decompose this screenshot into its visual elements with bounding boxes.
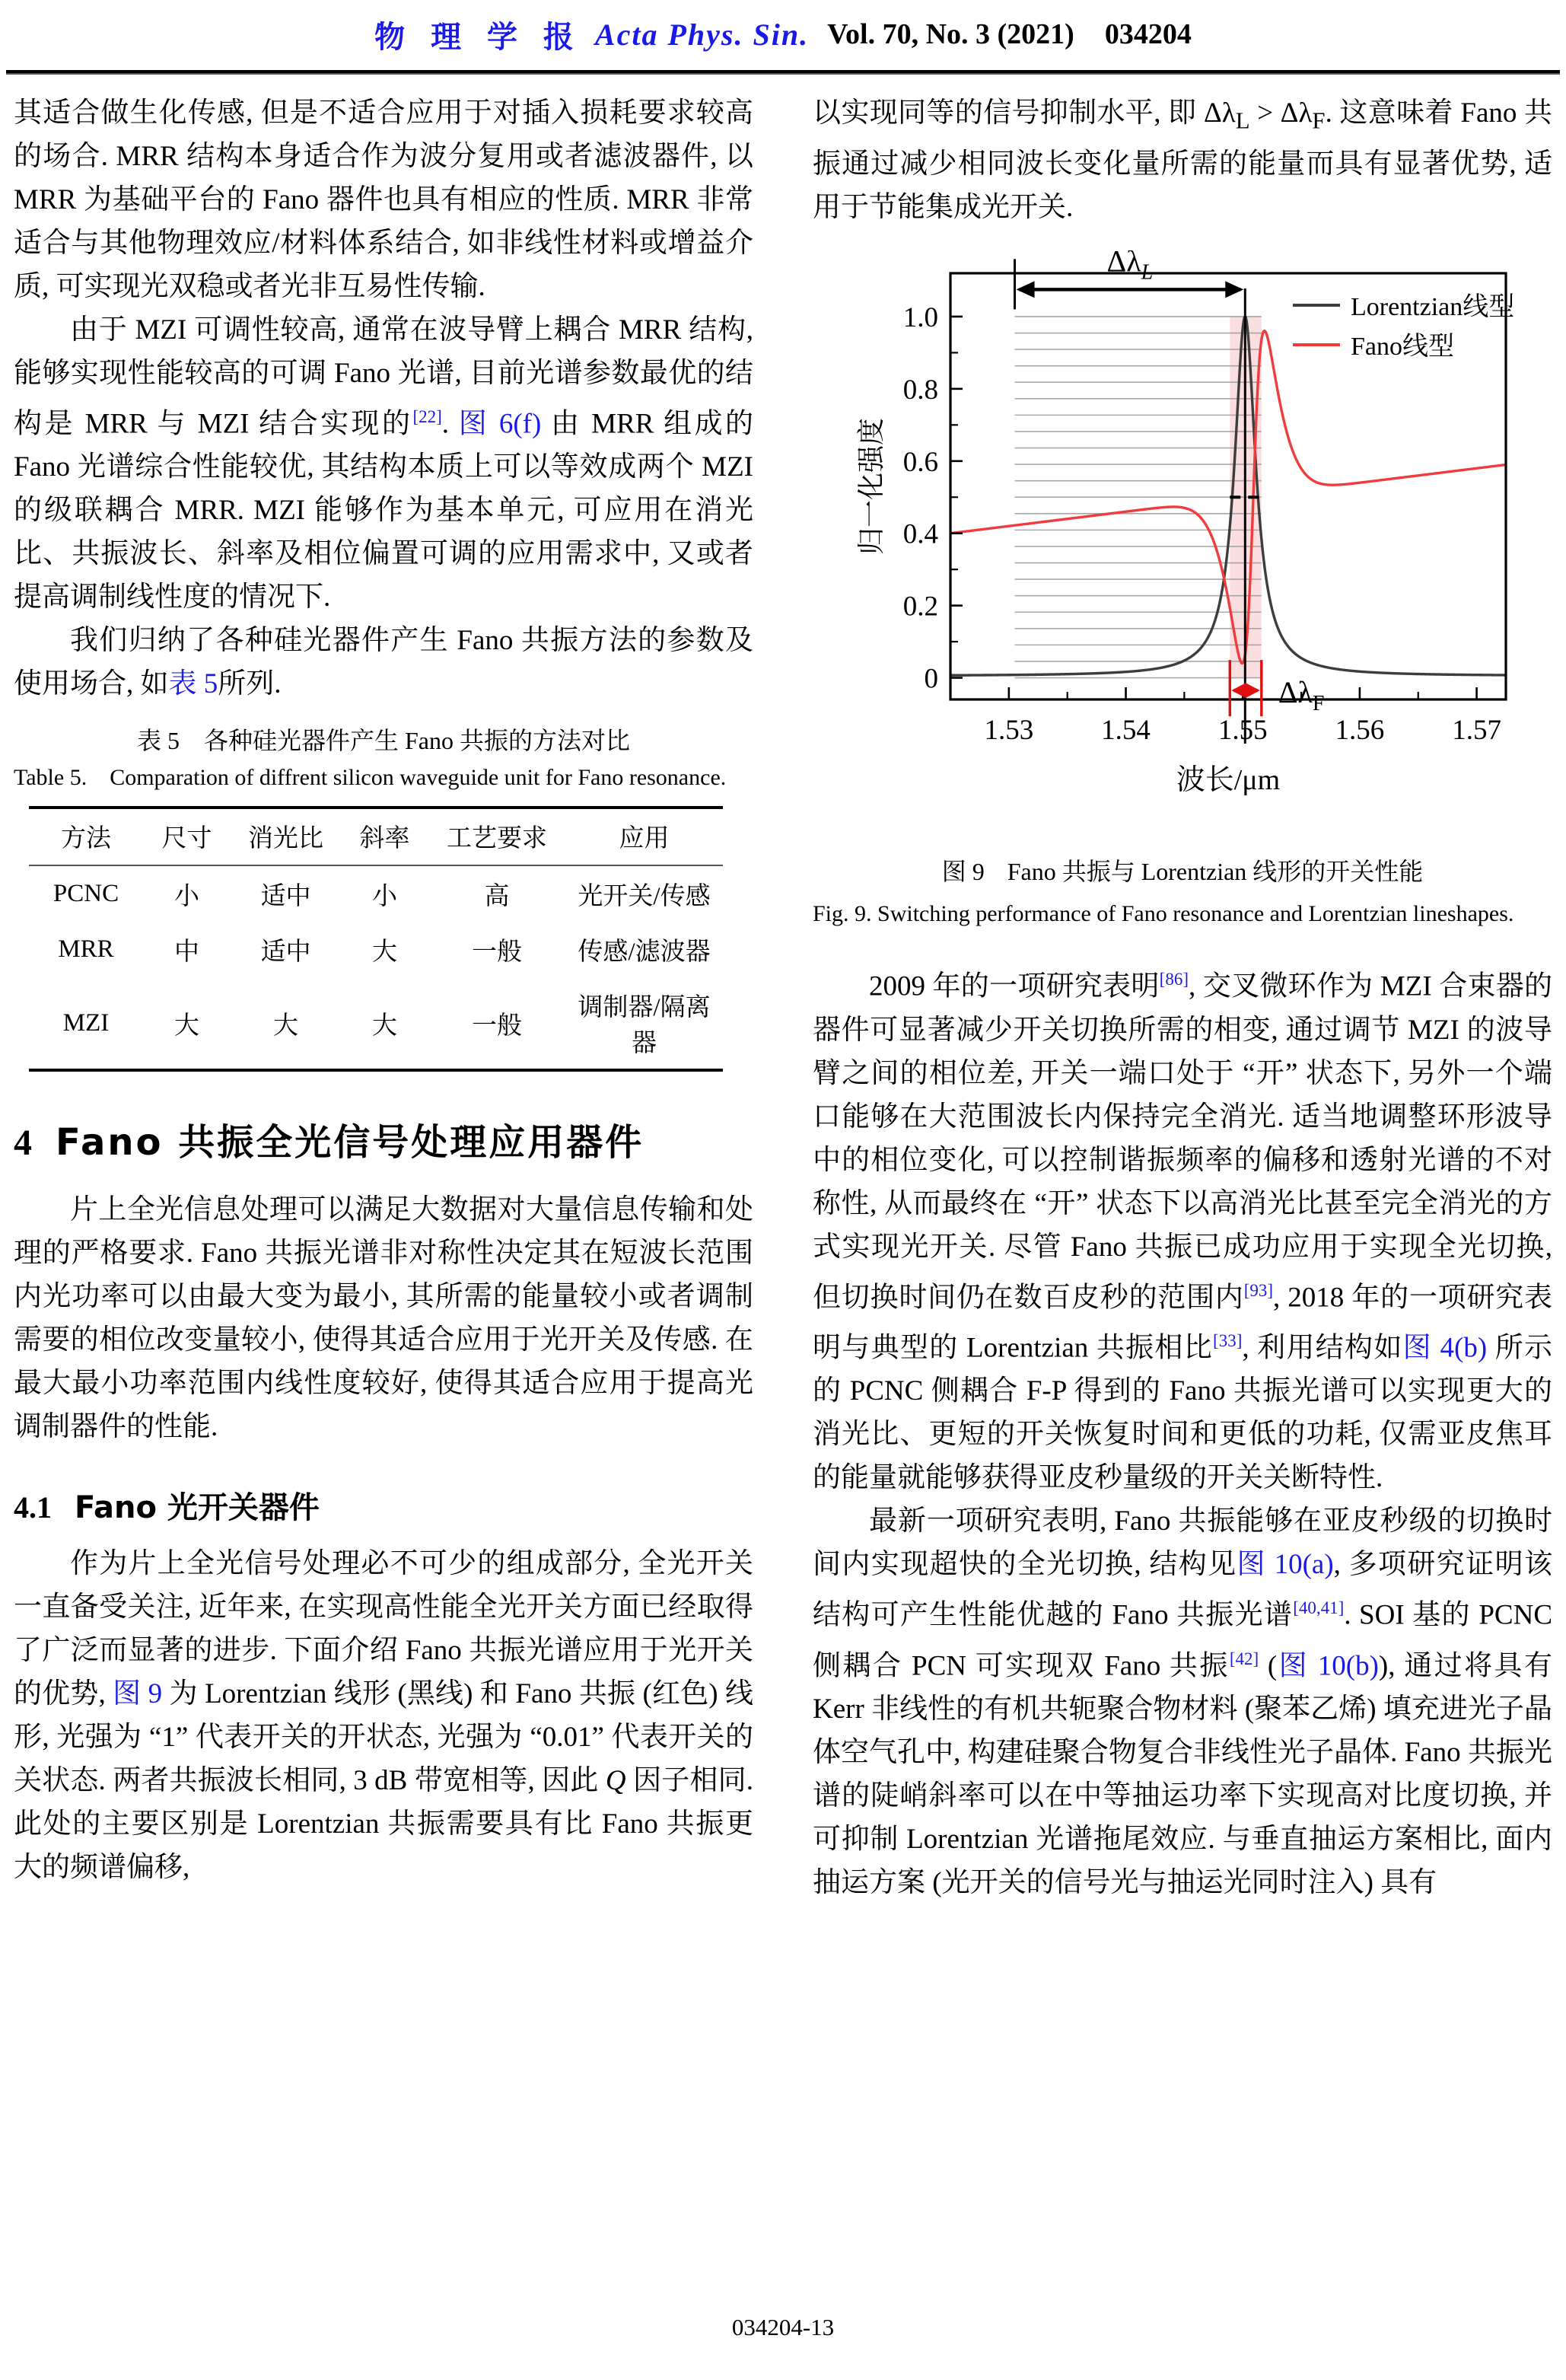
col-header-size: 尺寸 [143, 808, 231, 865]
table5 [29, 806, 723, 1072]
figure-link-10b[interactable]: 图 10(b) [1277, 1650, 1379, 1682]
cell-size: 中 [174, 938, 199, 967]
table-row [29, 865, 723, 922]
x-axis-label: 波长/μm [1176, 764, 1281, 797]
header-divider [6, 70, 1560, 75]
cell-application: 调制器/隔离器 [565, 977, 723, 1070]
cell-process: 一般 [472, 938, 522, 967]
y-tick-label: 0.4 [902, 519, 938, 551]
figure9-block [813, 250, 1552, 932]
table-row [29, 977, 723, 1070]
cell-application: 光开关/传感 [578, 883, 711, 911]
cell-slope: 大 [372, 938, 397, 967]
section-title-41: Fano 光开关器件 [75, 1490, 320, 1526]
col-header-slope: 斜率 [341, 808, 428, 865]
reference-93[interactable]: [93] [1243, 1280, 1274, 1300]
article-id: 034204 [1104, 18, 1192, 50]
y-axis-label-text: 归一化强度 [856, 418, 886, 556]
volume-info: Vol. 70, No. 3 (2021) [827, 18, 1074, 50]
table5-caption-en: Table 5. Comparation of diffrent silicon waveguide unit for Fano resonance. [14, 765, 727, 791]
delta-l-arrowhead-left [1017, 282, 1035, 298]
x-tick-label: 1.55 [1217, 715, 1268, 747]
x-tick-label: 1.57 [1452, 715, 1501, 747]
journal-title-en: Acta Phys. Sin. [594, 17, 810, 52]
figure-link-10a[interactable]: 图 10(a) [1237, 1549, 1334, 1581]
right-column [813, 91, 1552, 1904]
figure9-caption-cn [813, 852, 1552, 887]
reference-40-41[interactable]: [40,41] [1293, 1598, 1345, 1618]
y-tick-label: 0.6 [902, 447, 938, 479]
cell-method: MRR [58, 935, 114, 964]
left-column [14, 91, 753, 1889]
reference-22[interactable]: [22] [412, 407, 442, 426]
delta-lambda-F-label: $\Delta\lambda_F$ [1278, 675, 1325, 716]
table-row [29, 922, 723, 977]
figure-link-9[interactable]: 图 9 [113, 1678, 163, 1710]
figure9-caption-en: Fig. 9. Switching performance of Fano resonance and Lorentzian lineshapes. [813, 901, 1514, 927]
y-tick-label: 0.2 [902, 591, 938, 623]
cell-extinction: 大 [231, 977, 341, 1070]
paragraph-2009-study: 2009 年的一项研究表明[86], 交叉微环作为 MZI 合束器的器件可显著减少开关切换所需的相变, 通过调节 MZI 的波导臂之间的相位差, 开关一端口处于 “开” 状态下, 另外一个端口能够在大范围波长内保持完全消光. 适当地调整环形波导中的相位变化, 可以控制谐振频率的偏移和透射光谱的不对称性, 从而最终在 “开” 状态下以高消光比甚至完全消光的方式实现光开关. 尽管 Fano 共振已成功应用于实现全光切换, 但切换时间仍在数百皮秒的范围内[93], 2018 年的一项研究表明与典型的 Lorentzian 共振相比[33], 利用结构如图 4(b) 所示的 PCNC 侧耦合 F-P 得到的 Fano 共振光谱可以实现更大的消光比、更短的开关恢复时间和更低的功耗, 仅需亚皮焦耳的能量就能够获得亚皮秒量级的开关关断特性. [813, 970, 1553, 1494]
paragraph-suppression-level: 以实现同等的信号抑制水平, 即 $\Delta\lambda_L > \Delta\lambda_F$. 这意味着 Fano 共振通过减少相同波长变化量所需的能量而具有显著优势, 适用于节能集成光开关. [813, 97, 1553, 224]
figure9-chart [836, 250, 1529, 833]
x-tick-label: 1.53 [984, 715, 1034, 747]
lorentzian-curve [950, 317, 1506, 675]
page-header [0, 0, 1566, 69]
table5-caption-cn: 表 5 各种硅光器件产生 Fano 共振的方法对比 [136, 727, 630, 755]
delta-l-arrowhead-right [1225, 282, 1243, 298]
table5-block [14, 722, 753, 1072]
table-link-5[interactable]: 表 5 [168, 668, 218, 700]
reference-33[interactable]: [33] [1213, 1331, 1243, 1351]
paragraph-optical-switch: 作为片上全光信号处理必不可少的组成部分, 全光开关一直备受关注, 近年来, 在实现高性能全光开关方面已经取得了广泛而显著的进步. 下面介绍 Fano 共振光谱应用于光开关的优势, 图 9 为 Lorentzian 线形 (黑线) 和 Fano 共振 (红色) 线形, 光强为 “1” 代表开关的开状态, 光强为 “0.01” 代表开关的关状态. 两者共振波长相同, 3 dB 带宽相等, 因此 Q 因子相同. 此处的主要区别是 Lorentzian 共振需要具有比 Fano 共振更大的频谱偏移, [14, 1548, 754, 1884]
figure-link-6f[interactable]: 图 6(f) [458, 408, 542, 440]
reference-86[interactable]: [86] [1159, 970, 1189, 989]
page-number: 034204-13 [731, 2314, 835, 2340]
journal-title-cn: 物 理 学 报 [374, 19, 581, 55]
cell-extinction: 适中 [260, 938, 311, 967]
x-tick-label: 1.54 [1101, 715, 1151, 747]
figure9-caption-text: Fano 共振与 Lorentzian 线形的开关性能 [1007, 858, 1424, 886]
subscript-F: F [1312, 107, 1326, 134]
section-number-41: 4.1 [14, 1490, 52, 1525]
cell-extinction: 适中 [260, 883, 311, 911]
col-header-method: 方法 [29, 808, 143, 865]
cell-slope: 小 [372, 883, 397, 911]
cell-process: 一般 [428, 977, 565, 1070]
cell-method: MZI [29, 977, 143, 1070]
delta-f-arrowhead-right [1246, 683, 1260, 699]
col-header-extinction: 消光比 [231, 808, 341, 865]
section-title-4: Fano 共振全光信号处理应用器件 [56, 1121, 645, 1165]
x-tick-label: 1.56 [1335, 715, 1385, 747]
fano-lorentzian-plot [836, 250, 1529, 829]
section-heading-4 [14, 1113, 753, 1165]
y-axis-label [856, 418, 886, 555]
cell-process: 高 [484, 883, 510, 911]
hatch-region [1015, 317, 1262, 678]
delta-lambda-L-label: $\Delta\lambda_L$ [1106, 250, 1154, 285]
legend-label-lorentzian: Lorentzian线型 [1351, 293, 1515, 322]
paragraph-table-intro: 我们归纳了各种硅光器件产生 Fano 共振方法的参数及使用场合, 如表 5所列. [14, 625, 753, 700]
y-tick-label: 1.0 [902, 302, 938, 334]
paragraph-mzi-tunability: 由于 MZI 可调性较高, 通常在波导臂上耦合 MRR 结构, 能够实现性能较高的可调 Fano 光谱, 目前光谱参数最优的结构是 MRR 与 MZI 结合实现的[22]. 图 6(f) 由 MRR 组成的 Fano 光谱综合性能较优, 其结构本质上可以等效成两个 MZI 的级联耦合 MRR. MZI 能够作为基本单元, 可应用在消光比、共振波长、斜率及相位偏置可调的应用需求中, 又或者提高调制线性度的情况下. [14, 314, 754, 613]
cell-method: PCNC [53, 880, 119, 908]
page-footer [0, 2314, 1566, 2341]
reference-42[interactable]: [42] [1229, 1649, 1259, 1668]
cell-slope: 大 [341, 977, 428, 1070]
cell-application: 传感/滤波器 [578, 938, 711, 967]
y-tick-label: 0.8 [902, 374, 938, 406]
section-number-4: 4 [14, 1123, 34, 1164]
delta-f-arrowhead-left [1231, 683, 1246, 699]
legend-label-fano: Fano线型 [1351, 333, 1454, 362]
cell-size: 大 [143, 977, 231, 1070]
paragraph-mrr-properties: 其适合做生化传感, 但是不适合应用于对插入损耗要求较高的场合. MRR 结构本身适合作为波分复用或者滤波器件, 以 MRR 为基础平台的 Fano 器件也具有相应的性质. MRR 非常适合与其他物理效应/材料体系结合, 如非线性材料或增益介质, 可实现光双稳或者光非互易性传输. [14, 97, 753, 302]
figure9-number: 图 9 [941, 858, 985, 886]
paragraph-section4-intro: 片上全光信息处理可以满足大数据对大量信息传输和处理的严格要求. Fano 共振光谱非对称性决定其在短波长范围内光功率可以由最大变为最小, 其所需的能量较小或者调制需要的相位改变量较小, 使得其适合应用于光开关及传感. 在最大最小功率范围内线性度较好, 使得其适合应用于提高光调制器件的性能. [14, 1194, 753, 1443]
figure-link-4b[interactable]: 图 4(b) [1402, 1332, 1488, 1364]
col-header-process: 工艺要求 [428, 808, 565, 865]
y-tick-label: 0 [924, 663, 938, 695]
q-factor-symbol: Q [605, 1765, 626, 1797]
paragraph-latest-study: 最新一项研究表明, Fano 共振能够在亚皮秒级的切换时间内实现超快的全光切换, 结构见图 10(a), 多项研究证明该结构可产生性能优越的 Fano 共振光谱[40,41]. SOI 基的 PCNC 侧耦合 PCN 可实现双 Fano 共振[42] (图 10(b)), 通过将具有 Kerr 非线性的有机共轭聚合物材料 (聚苯乙烯) 填充进光子晶体空气孔中, 构建硅聚合物复合非线性光子晶体. Fano 共振光谱的陡峭斜率可以在中等抽运功率下实现高对比度切换, 并可抑制 Lorentzian 光谱拖尾效应. 与垂直抽运方案相比, 面内抽运方案 (光开关的信号光与抽运光同时注入) 具有 [813, 1505, 1553, 1899]
col-header-application: 应用 [565, 808, 723, 865]
table-header-row [29, 808, 723, 865]
subscript-L: L [1235, 107, 1250, 134]
cell-size: 小 [174, 883, 199, 911]
section-heading-41 [14, 1483, 753, 1527]
